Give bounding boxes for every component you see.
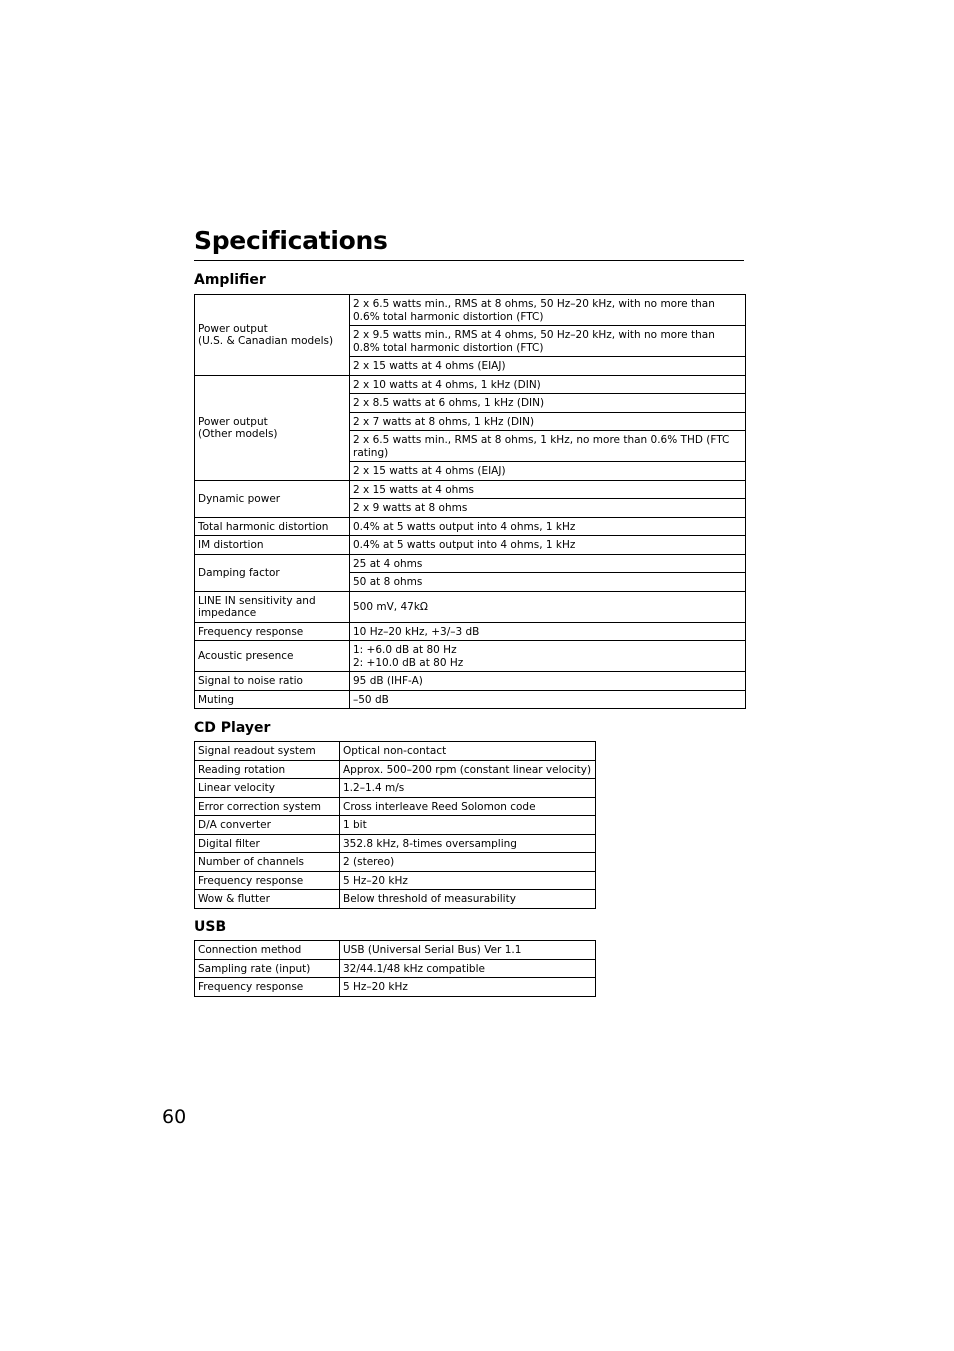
table-row bbox=[195, 890, 596, 909]
spec-value: 2 x 9 watts at 8 ohms bbox=[350, 499, 746, 518]
spec-value: 2 (stereo) bbox=[340, 853, 596, 872]
usb-heading: USB bbox=[194, 919, 227, 935]
spec-value: USB (Universal Serial Bus) Ver 1.1 bbox=[340, 941, 596, 960]
spec-label: Power output (Other models) bbox=[195, 375, 350, 480]
cd-player-heading: CD Player bbox=[194, 720, 271, 736]
spec-value: 1.2–1.4 m/s bbox=[340, 779, 596, 798]
spec-label: Sampling rate (input) bbox=[195, 959, 340, 978]
spec-value: 352.8 kHz, 8-times oversampling bbox=[340, 834, 596, 853]
spec-value: 0.4% at 5 watts output into 4 ohms, 1 kHz bbox=[350, 517, 746, 536]
usb-spec-table bbox=[194, 940, 596, 997]
spec-value: 95 dB (IHF-A) bbox=[350, 672, 746, 691]
spec-value: 2 x 7 watts at 8 ohms, 1 kHz (DIN) bbox=[350, 412, 746, 431]
spec-value: 5 Hz–20 kHz bbox=[340, 978, 596, 997]
page-title: Specifications bbox=[194, 226, 388, 255]
table-row bbox=[195, 375, 746, 394]
spec-value: Cross interleave Reed Solomon code bbox=[340, 797, 596, 816]
spec-label: Wow & flutter bbox=[195, 890, 340, 909]
spec-label: Total harmonic distortion bbox=[195, 517, 350, 536]
amplifier-heading: Amplifier bbox=[194, 272, 266, 288]
spec-label: Number of channels bbox=[195, 853, 340, 872]
table-row bbox=[195, 480, 746, 499]
spec-label: Error correction system bbox=[195, 797, 340, 816]
spec-value: Optical non-contact bbox=[340, 742, 596, 761]
spec-label: LINE IN sensitivity and impedance bbox=[195, 591, 350, 622]
table-row bbox=[195, 853, 596, 872]
spec-label: Power output (U.S. & Canadian models) bbox=[195, 295, 350, 376]
spec-label: Linear velocity bbox=[195, 779, 340, 798]
cd-player-spec-table bbox=[194, 741, 596, 909]
table-row bbox=[195, 742, 596, 761]
table-row bbox=[195, 816, 596, 835]
spec-value: 2 x 9.5 watts min., RMS at 4 ohms, 50 Hz–20 kHz, with no more than 0.8% total harmonic distortion (FTC) bbox=[350, 326, 746, 357]
spec-label: Acoustic presence bbox=[195, 641, 350, 672]
spec-value: 2 x 10 watts at 4 ohms, 1 kHz (DIN) bbox=[350, 375, 746, 394]
spec-label: Signal readout system bbox=[195, 742, 340, 761]
spec-value: 2 x 8.5 watts at 6 ohms, 1 kHz (DIN) bbox=[350, 394, 746, 413]
spec-label: Dynamic power bbox=[195, 480, 350, 517]
table-row bbox=[195, 672, 746, 691]
spec-value: 25 at 4 ohms bbox=[350, 554, 746, 573]
title-divider bbox=[194, 260, 744, 261]
spec-value: Below threshold of measurability bbox=[340, 890, 596, 909]
table-row bbox=[195, 554, 746, 573]
spec-value: 2 x 15 watts at 4 ohms bbox=[350, 480, 746, 499]
spec-value: 1: +6.0 dB at 80 Hz 2: +10.0 dB at 80 Hz bbox=[350, 641, 746, 672]
table-row bbox=[195, 871, 596, 890]
spec-label: Frequency response bbox=[195, 978, 340, 997]
spec-value: 50 at 8 ohms bbox=[350, 573, 746, 592]
table-row bbox=[195, 591, 746, 622]
table-row bbox=[195, 797, 596, 816]
table-row bbox=[195, 536, 746, 555]
table-row bbox=[195, 295, 746, 326]
spec-value: 2 x 15 watts at 4 ohms (EIAJ) bbox=[350, 462, 746, 481]
spec-label: Connection method bbox=[195, 941, 340, 960]
table-row bbox=[195, 978, 596, 997]
spec-value: 0.4% at 5 watts output into 4 ohms, 1 kHz bbox=[350, 536, 746, 555]
table-row bbox=[195, 779, 596, 798]
page-number: 60 bbox=[162, 1106, 187, 1128]
amplifier-spec-table bbox=[194, 294, 746, 709]
table-row bbox=[195, 641, 746, 672]
spec-label: Digital filter bbox=[195, 834, 340, 853]
spec-value: 32/44.1/48 kHz compatible bbox=[340, 959, 596, 978]
spec-value: 1 bit bbox=[340, 816, 596, 835]
table-row bbox=[195, 959, 596, 978]
table-row bbox=[195, 760, 596, 779]
spec-value: 2 x 6.5 watts min., RMS at 8 ohms, 1 kHz, no more than 0.6% THD (FTC rating) bbox=[350, 431, 746, 462]
table-row bbox=[195, 834, 596, 853]
spec-value: 2 x 15 watts at 4 ohms (EIAJ) bbox=[350, 357, 746, 376]
spec-label: IM distortion bbox=[195, 536, 350, 555]
table-row bbox=[195, 690, 746, 709]
spec-label: Muting bbox=[195, 690, 350, 709]
spec-label: Frequency response bbox=[195, 622, 350, 641]
spec-label: D/A converter bbox=[195, 816, 340, 835]
table-row bbox=[195, 941, 596, 960]
table-row bbox=[195, 517, 746, 536]
spec-label: Frequency response bbox=[195, 871, 340, 890]
spec-value: –50 dB bbox=[350, 690, 746, 709]
spec-label: Signal to noise ratio bbox=[195, 672, 350, 691]
spec-value: 10 Hz–20 kHz, +3/–3 dB bbox=[350, 622, 746, 641]
spec-value: 2 x 6.5 watts min., RMS at 8 ohms, 50 Hz–20 kHz, with no more than 0.6% total harmonic distortion (FTC) bbox=[350, 295, 746, 326]
spec-value: Approx. 500–200 rpm (constant linear velocity) bbox=[340, 760, 596, 779]
spec-label: Reading rotation bbox=[195, 760, 340, 779]
spec-label: Damping factor bbox=[195, 554, 350, 591]
spec-value: 500 mV, 47kΩ bbox=[350, 591, 746, 622]
spec-value: 5 Hz–20 kHz bbox=[340, 871, 596, 890]
table-row bbox=[195, 622, 746, 641]
